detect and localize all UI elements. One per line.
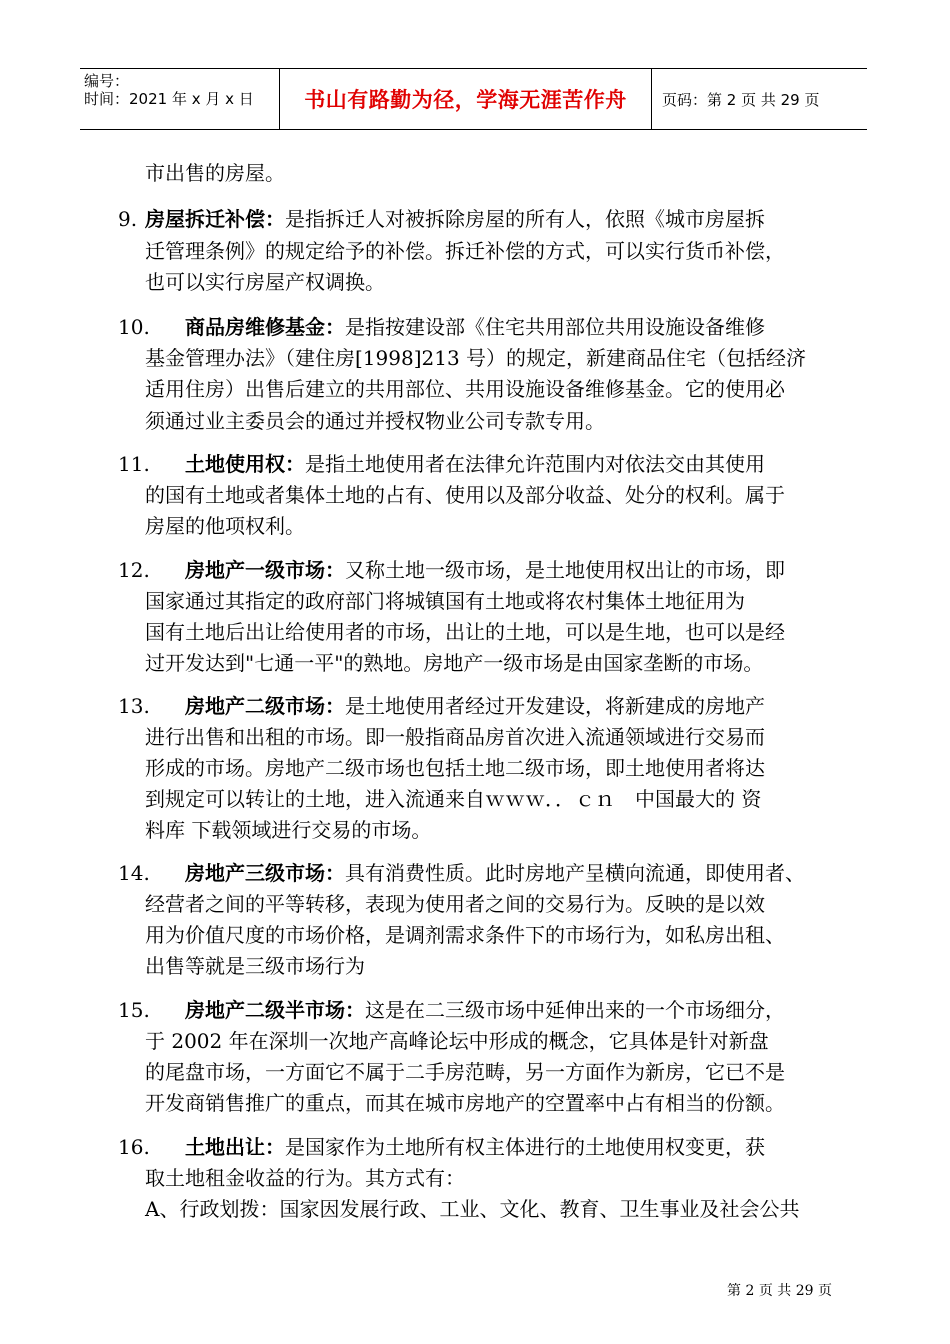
item-text-line: 到规定可以转让的土地，进入流通来自ｗｗｗ．．ｃｎ 中国最大的 资 (145, 787, 762, 811)
item-text-line: 房屋的他项权利。 (145, 514, 305, 538)
header-meta (80, 69, 280, 129)
item-text-line: 用为价值尺度的市场价格，是调剂需求条件下的市场行为，如私房出租、 (145, 923, 785, 947)
sub-item-line: A、行政划拨：国家因发展行政、工业、文化、教育、卫生事业及社会公共 (145, 1197, 800, 1221)
item-text-line: 国有土地后出让给使用者的市场，出让的土地，可以是生地，也可以是经 (145, 620, 785, 644)
item-text-line: 这是在二三级市场中延伸出来的一个市场细分， (365, 998, 785, 1022)
item-text-line: 是土地使用者经过开发建设，将新建成的房地产 (345, 694, 765, 718)
item-text-line: 是指土地使用者在法律允许范围内对依法交由其使用 (305, 452, 765, 476)
intro-line: 市出售的房屋。 (145, 161, 285, 185)
item-text-line: 进行出售和出租的市场。即一般指商品房首次进入流通领域进行交易而 (145, 725, 765, 749)
item-text-line: 料库 下载领域进行交易的市场。 (145, 818, 432, 842)
item-text-line: 迁管理条例》的规定给予的补偿。拆迁补偿的方式，可以实行货币补偿， (145, 239, 785, 263)
item-number: 16. (118, 1135, 150, 1159)
item-text-line: 具有消费性质。此时房地产呈横向流通，即使用者、 (345, 861, 805, 885)
item-term: 房地产二级半市场： (185, 998, 365, 1022)
item-number: 10. (118, 315, 150, 339)
item-text-line: 基金管理办法》（建住房[1998]213 号）的规定，新建商品住宅（包括经济 (145, 346, 807, 370)
item-text-line: 于 2002 年在深圳一次地产高峰论坛中形成的概念，它具体是针对新盘 (145, 1029, 769, 1053)
item-text-line: 开发商销售推广的重点，而其在城市房地产的空置率中占有相当的份额。 (145, 1091, 785, 1115)
page-header (80, 68, 867, 130)
header-date-label: 时间：2021 年 x 月 x 日 (84, 90, 254, 108)
item-text-line: 是指拆迁人对被拆除房屋的所有人，依照《城市房屋拆 (285, 207, 765, 231)
item-text-line: 出售等就是三级市场行为 (145, 954, 365, 978)
item-text-line: 是指按建设部《住宅共用部位共用设施设备维修 (345, 315, 765, 339)
item-number: 11. (118, 452, 150, 476)
item-text-line: 取土地租金收益的行为。其方式有： (145, 1166, 465, 1190)
item-text-line: 须通过业主委员会的通过并授权物业公司专款专用。 (145, 409, 605, 433)
item-term: 土地出让： (185, 1135, 285, 1159)
item-number: 13. (118, 694, 150, 718)
item-text-line: 经营者之间的平等转移，表现为使用者之间的交易行为。反映的是以效 (145, 892, 765, 916)
item-term: 房地产一级市场： (185, 558, 345, 582)
item-term: 土地使用权： (185, 452, 305, 476)
item-number: 9. (118, 207, 138, 231)
item-text-line: 的国有土地或者集体土地的占有、使用以及部分收益、处分的权利。属于 (145, 483, 785, 507)
header-number-label: 编号： (84, 72, 130, 90)
item-term: 房地产二级市场： (185, 694, 345, 718)
item-text-line: 是国家作为土地所有权主体进行的土地使用权变更，获 (285, 1135, 765, 1159)
item-text-line: 又称土地一级市场，是土地使用权出让的市场，即 (345, 558, 785, 582)
item-text-line: 过开发达到"七通一平"的熟地。房地产一级市场是由国家垄断的市场。 (145, 651, 764, 675)
item-text-line: 形成的市场。房地产二级市场也包括土地二级市场，即土地使用者将达 (145, 756, 765, 780)
item-text-line: 的尾盘市场，一方面它不属于二手房范畴，另一方面作为新房，它已不是 (145, 1060, 785, 1084)
item-number: 14. (118, 861, 150, 885)
item-number: 15. (118, 998, 150, 1022)
item-text-line: 也可以实行房屋产权调换。 (145, 270, 385, 294)
item-term: 房地产三级市场： (185, 861, 345, 885)
header-page-label: 页码：第 2 页 共 29 页 (662, 90, 820, 109)
item-number: 12. (118, 558, 150, 582)
page-footer: 第 2 页 共 29 页 (727, 1283, 832, 1299)
item-term: 商品房维修基金： (185, 315, 345, 339)
item-text-line: 国家通过其指定的政府部门将城镇国有土地或将农村集体土地征用为 (145, 589, 745, 613)
item-text-line: 适用住房）出售后建立的共用部位、共用设施设备维修基金。它的使用必 (145, 377, 785, 401)
header-motto: 书山有路勤为径，学海无涯苦作舟 (280, 69, 652, 129)
item-term: 房屋拆迁补偿： (145, 207, 285, 231)
